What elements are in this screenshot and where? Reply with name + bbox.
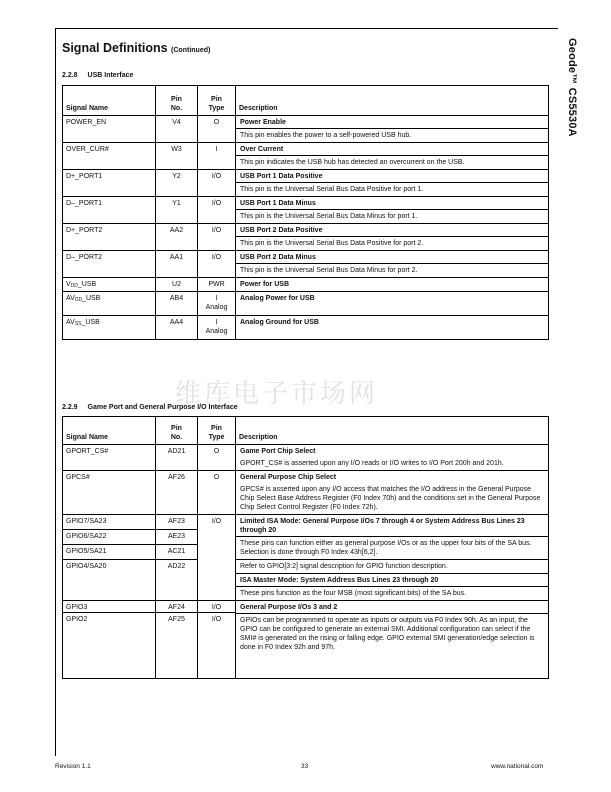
pin-number: AD21 — [156, 445, 198, 471]
section-gpio-heading — [62, 404, 238, 411]
signal-name: GPORT_CS# — [63, 445, 156, 471]
pin-type: I — [198, 143, 236, 170]
header-signal-name: Signal Name — [63, 417, 156, 445]
signal-name: GPIO7/SA23 GPIO6/SA22 GPIO5/SA21 GPIO4/SA20 — [63, 515, 156, 601]
pin-number: Y2 — [156, 170, 198, 197]
header-pin-type: Pin Type — [198, 417, 236, 445]
footer-revision: Revision 1.1 — [55, 763, 91, 770]
pin-number: Y1 — [156, 197, 198, 224]
pin-number: AF25 — [156, 613, 198, 679]
gpio-signal-table — [62, 416, 549, 679]
table-row — [63, 251, 549, 278]
description: USB Port 2 Data Positive This pin is the Universal Serial Bus Data Positive for port 2. — [236, 224, 549, 251]
page-title-continued: (Continued) — [171, 47, 211, 54]
description: Over Current This pin indicates the USB hub has detected an overcurrent on the USB. — [236, 143, 549, 170]
pin-type: I/O — [198, 224, 236, 251]
table-row — [63, 170, 549, 197]
description: USB Port 1 Data Minus This pin is the Universal Serial Bus Data Minus for port 1. — [236, 197, 549, 224]
table-row — [63, 197, 549, 224]
description: USB Port 1 Data Positive This pin is the Universal Serial Bus Data Positive for port 1. — [236, 170, 549, 197]
section-number: 2.2.8 — [62, 72, 78, 79]
description: USB Port 2 Data Minus This pin is the Universal Serial Bus Data Minus for port 2. — [236, 251, 549, 278]
section-title: Game Port and General Purpose I/O Interface — [87, 404, 238, 411]
pin-number: AA1 — [156, 251, 198, 278]
table-row — [63, 316, 549, 340]
section-title: USB Interface — [87, 72, 134, 79]
section-number: 2.2.9 — [62, 404, 78, 411]
description: Limited ISA Mode: General Purpose I/Os 7 through 4 or System Address Bus Lines 23 through 20 These pins can function either as general purpose I/Os or as the upper four bits of the SA bus. Selection is done through F0 Index 43h[6,2]. Refer to GPIO[3:2] signal description for GPIO function description. ISA Master Mode: System Address Bus Lines 23 through 20 These pins function as the four MSB (most significant bits) of the SA bus. — [236, 515, 549, 601]
table-row — [63, 116, 549, 143]
description: General Purpose Chip Select GPCS# is asserted upon any I/O access that matches the I/O address in the General Purpose Chip Select Base Address Register (F0 Index 70h) and the conditions set in the General Purpose Chip Select Control Register (F0 Index 72h). — [236, 471, 549, 515]
signal-name: D+_PORT1 — [63, 170, 156, 197]
signal-name: GPIO2 — [63, 613, 156, 679]
pin-number: AA4 — [156, 316, 198, 340]
footer-website: www.national.com — [491, 763, 544, 770]
side-title — [560, 38, 600, 238]
pin-type: PWR — [198, 278, 236, 292]
signal-name: POWER_EN — [63, 116, 156, 143]
pin-number: AB4 — [156, 292, 198, 316]
header-pin-no: Pin No. — [156, 86, 198, 116]
pin-type: I/O — [198, 251, 236, 278]
pin-type: O — [198, 471, 236, 515]
signal-name: D+_PORT2 — [63, 224, 156, 251]
table-row — [63, 278, 549, 292]
page-title — [62, 41, 210, 55]
pin-type: I/O — [198, 170, 236, 197]
pin-number: W3 — [156, 143, 198, 170]
page-title-text: Signal Definitions — [62, 41, 168, 55]
pin-type: I Analog — [198, 292, 236, 316]
description: Power Enable This pin enables the power to a self-powered USB hub. — [236, 116, 549, 143]
pin-type: I/O — [198, 601, 236, 613]
description: Analog Power for USB — [236, 292, 549, 316]
header-description: Description — [236, 417, 549, 445]
signal-name: $AV_{DD}\_USB$ — [63, 292, 156, 316]
table-header-row — [63, 86, 549, 116]
section-usb-heading — [62, 72, 133, 79]
description: General Purpose I/Os 3 and 2 GPIOs can be programmed to operate as inputs or outputs via F0 Index 90h. As an input, the GPIO can be configured to generate an external SMI. Additional configuration can select if the SMI# is generated on the rising or falling edge. GPIO external SMI generation/edge selection is done in F0 Index 92h and 97h. — [236, 601, 549, 679]
pin-number: AA2 — [156, 224, 198, 251]
description: Power for USB — [236, 278, 549, 292]
signal-name: $AV_{SS}\_USB$ — [63, 316, 156, 340]
header-pin-no: Pin No. — [156, 417, 198, 445]
header-pin-type: Pin Type — [198, 86, 236, 116]
signal-name: GPIO3 — [63, 601, 156, 613]
table-row — [63, 601, 549, 613]
table-row — [63, 515, 549, 601]
table-header-row — [63, 417, 549, 445]
table-row — [63, 445, 549, 471]
description: Analog Ground for USB — [236, 316, 549, 340]
signal-name: D–_PORT1 — [63, 197, 156, 224]
table-row — [63, 224, 549, 251]
footer-page-number: 33 — [301, 763, 309, 770]
signal-name: $V_{DD}\_USB$ — [63, 278, 156, 292]
description: Game Port Chip Select GPORT_CS# is asserted upon any I/O reads or I/O writes to I/O Port 200h and 201h. — [236, 445, 549, 471]
pin-number: AF26 — [156, 471, 198, 515]
pin-number: U2 — [156, 278, 198, 292]
table-row — [63, 292, 549, 316]
usb-signal-table — [62, 85, 549, 340]
pin-number: V4 — [156, 116, 198, 143]
pin-type: I/O — [198, 613, 236, 679]
table-row — [63, 471, 549, 515]
pin-type: I/O — [198, 515, 236, 601]
watermark: 维库电子市场网 — [175, 379, 379, 409]
header-description: Description — [236, 86, 549, 116]
signal-name: OVER_CUR# — [63, 143, 156, 170]
pin-type: O — [198, 116, 236, 143]
product-name: Geode™ CS5530A — [566, 38, 578, 137]
pin-number: AF23 AE23 AC21 AD22 — [156, 515, 198, 601]
signal-name: GPCS# — [63, 471, 156, 515]
header-signal-name: Signal Name — [63, 86, 156, 116]
pin-type: O — [198, 445, 236, 471]
signal-name: D–_PORT2 — [63, 251, 156, 278]
pin-type: I Analog — [198, 316, 236, 340]
pin-number: AF24 — [156, 601, 198, 613]
table-row — [63, 143, 549, 170]
pin-type: I/O — [198, 197, 236, 224]
